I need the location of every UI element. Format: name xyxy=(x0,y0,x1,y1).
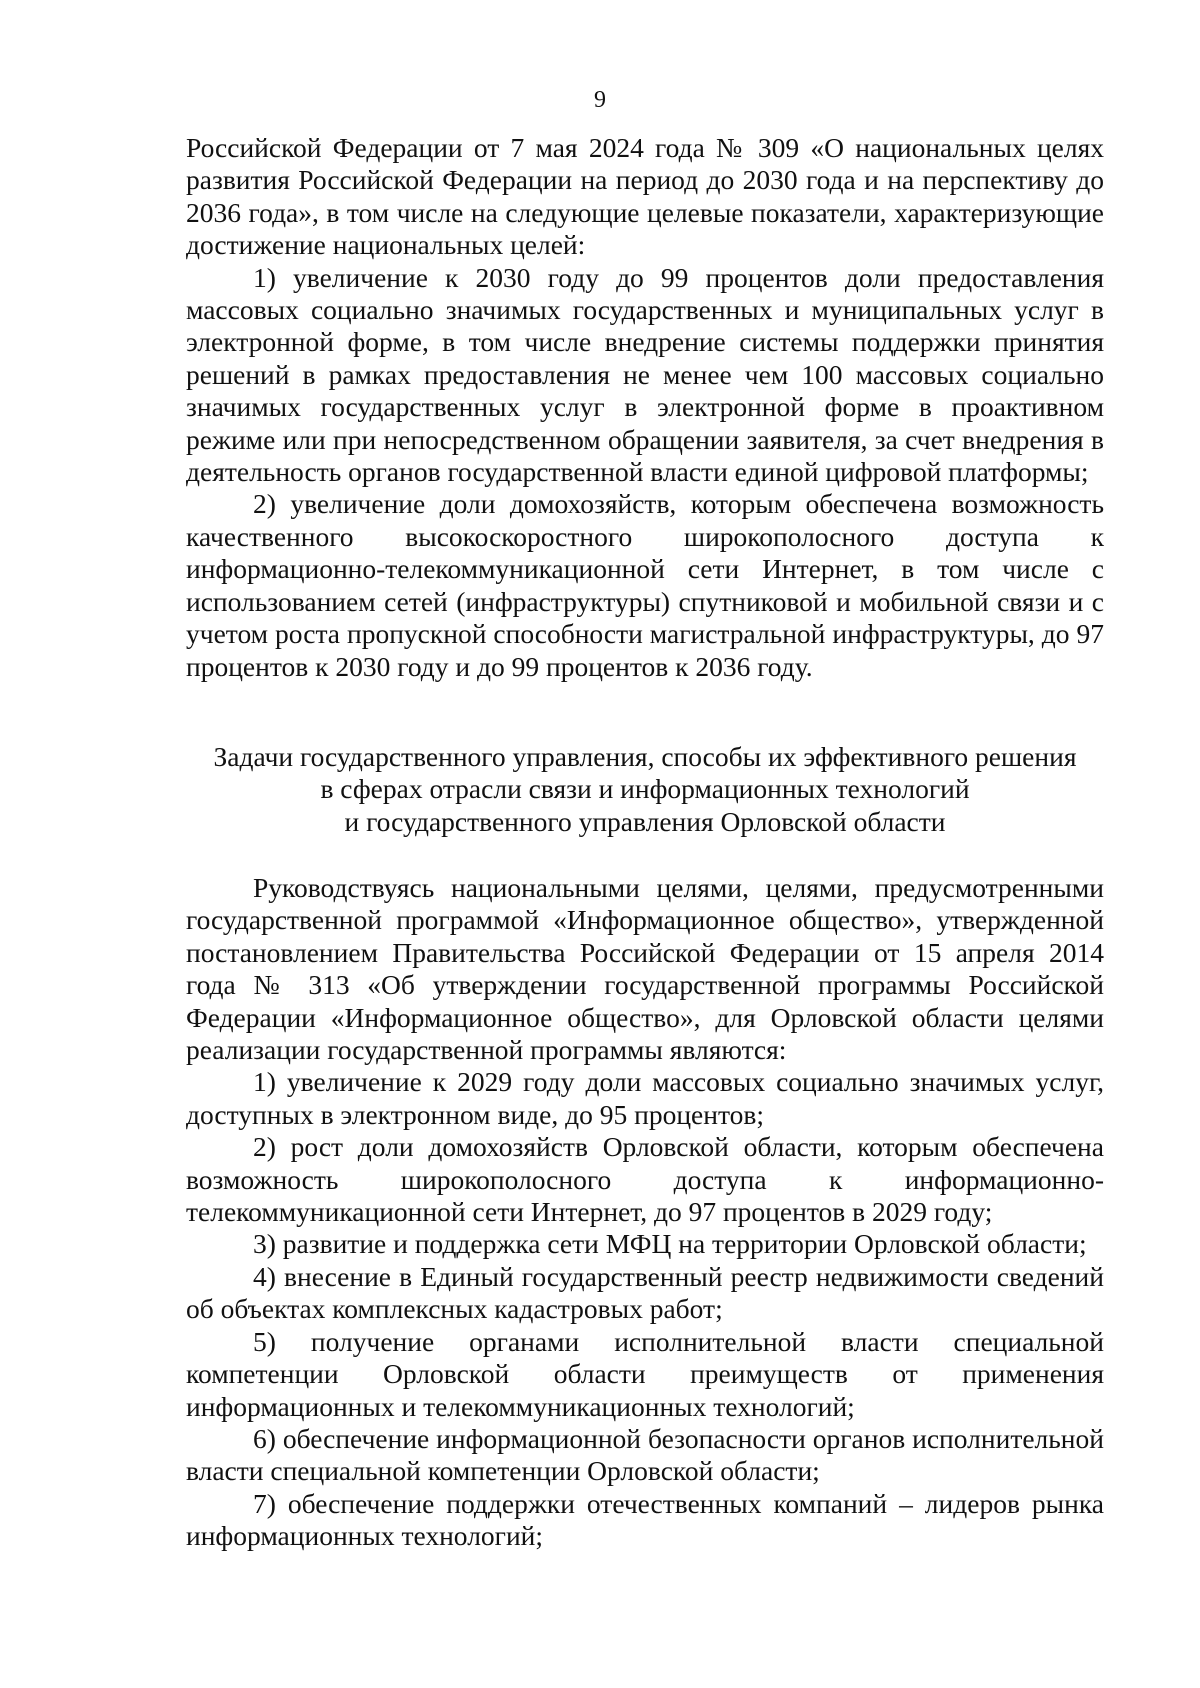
section-heading-line: в сферах отрасли связи и информационных технологий xyxy=(320,773,970,805)
section-heading xyxy=(186,741,1104,838)
program-goal-item: 3) развитие и поддержка сети МФЦ на территории Орловской области; xyxy=(253,1228,1087,1260)
program-goal-item: 2) рост доли домохозяйств Орловской области, которым обеспечена возможность широкополосного доступа к информационно-телекоммуникационной сети Интернет, до 97 процентов в 2029 году; xyxy=(186,1131,1104,1228)
program-goal-item: 6) обеспечение информационной безопасности органов исполнительной власти специальной компетенции Орловской области; xyxy=(186,1422,1104,1487)
national-goal-item: 1) увеличение к 2030 году до 99 процентов доли предоставления массовых социально значимых государственных и муниципальных услуг в электронной форме, в том числе внедрение системы поддержки принятия решений в рамках предоставления не менее чем 100 массовых социально значимых государственных услуг в электронной форме в проактивном режиме или при непосредственном обращении заявителя, за счет внедрения в деятельность органов государственной власти единой цифровой платформы; xyxy=(186,261,1104,488)
program-goal-item: 5) получение органами исполнительной власти специальной компетенции Орловской области преимуществ от применения информационных и телекоммуникационных технологий; xyxy=(186,1325,1104,1422)
section-heading-line: и государственного управления Орловской области xyxy=(344,805,946,837)
national-goals-section xyxy=(186,132,1104,683)
program-goal-item: 4) внесение в Единый государственный реестр недвижимости сведений об объектах комплексных кадастровых работ; xyxy=(186,1260,1104,1325)
page-number: 9 xyxy=(594,87,606,113)
section-heading-line: Задачи государственного управления, способы их эффективного решения xyxy=(213,741,1077,772)
program-goals-section xyxy=(186,872,1104,1553)
national-goal-item: 2) увеличение доли домохозяйств, которым обеспечена возможность качественного высокоскоростного широкополосного доступа к информационно-телекоммуникационной сети Интернет, в том числе с использованием сетей (инфраструктуры) спутниковой и мобильной связи и с учетом роста пропускной способности магистральной инфраструктуры, до 97 процентов к 2030 году и до 99 процентов к 2036 году. xyxy=(186,488,1104,682)
section-intro-paragraph: Руководствуясь национальными целями, целями, предусмотренными государственной программой «Информационное общество», утвержденной постановлением Правительства Российской Федерации от 15 апреля 2014 года № 313 «Об утверждении государственной программы Российской Федерации «Информационное общество», для Орловской области целями реализации государственной программы являются: xyxy=(186,872,1104,1066)
program-goal-item: 7) обеспечение поддержки отечественных компаний – лидеров рынка информационных технологий; xyxy=(186,1487,1104,1552)
intro-paragraph: Российской Федерации от 7 мая 2024 года № 309 «О национальных целях развития Российской Федерации на период до 2030 года и на перспективу до 2036 года», в том числе на следующие целевые показатели, характеризующие достижение национальных целей: xyxy=(186,132,1104,261)
program-goal-item: 1) увеличение к 2029 году доли массовых социально значимых услуг, доступных в электронном виде, до 95 процентов; xyxy=(186,1066,1104,1130)
